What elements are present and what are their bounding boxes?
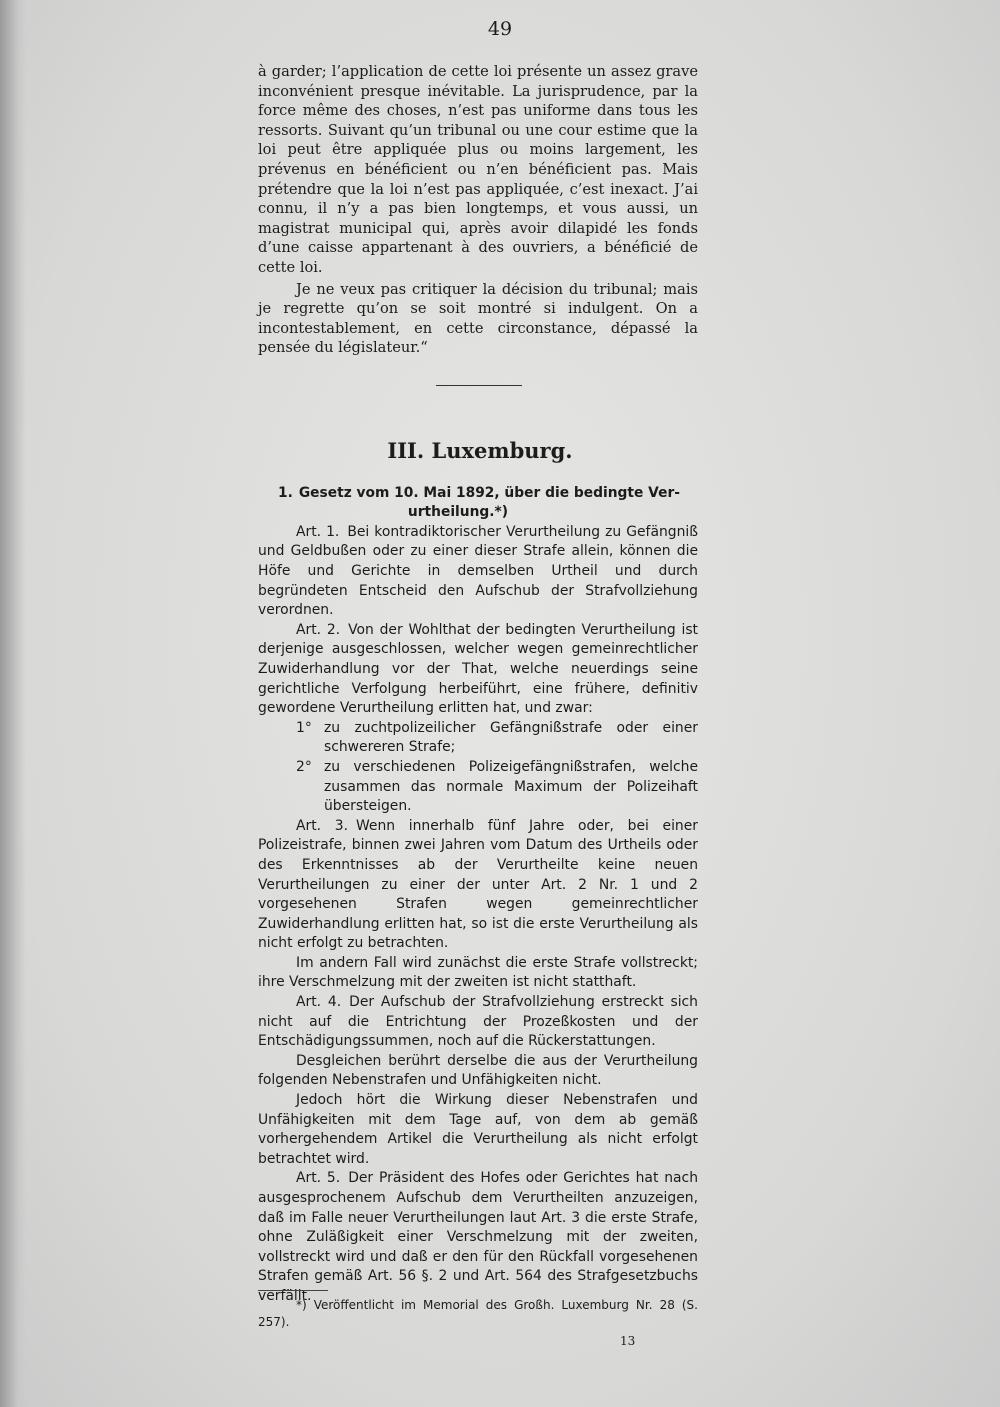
article-paragraph [258, 993, 698, 1052]
article-text: Der Aufschub der Strafvollziehung erstreckt sich nicht auf die Entrichtung der Prozeßkosten und der Entschädigungssummen, noch auf die Rückerstattungen. [258, 994, 698, 1050]
article-text: Wenn innerhalb fünf Jahre oder, bei einer Polizeistrafe, binnen zwei Jahren vom Datum des Urtheils oder des Erkenntnisses ab der Verurtheilte keine neuen Verurtheilungen zu einer der unter Art. 2 Nr. 1 und 2 vorgesehenen Strafen wegen gemeinrechtlicher Zuwiderhandlung erlitten hat, so ist die erste Verurtheilung als nicht erfolgt zu betrachten. [258, 817, 698, 952]
articles-list [258, 523, 698, 1307]
article-text: Bei kontradiktorischer Verurtheilung zu Gefängniß und Geldbußen oder zu einer dieser Strafe allein, können die Höfe und Gerichte in demselben Urtheil und durch begründeten Entscheid den Aufschub der Strafvollziehung verordnen. [258, 523, 698, 619]
footnote-divider [258, 1290, 328, 1291]
article-paragraph [258, 523, 698, 621]
article-paragraph [258, 817, 698, 954]
article-text: Desgleichen berührt derselbe die aus der Verurtheilung folgenden Nebenstrafen und Unfähigkeiten nicht. [258, 1052, 698, 1089]
french-text-block [258, 62, 698, 358]
list-item [258, 758, 698, 817]
page-spine-shadow [0, 0, 26, 1407]
article-label: Art. 2. [296, 621, 341, 638]
article-text: Jedoch hört die Wirkung dieser Nebenstrafen und Unfähigkeiten mit dem Tage auf, von dem ab gemäß vorhergehendem Artikel die Verurtheilung als nicht erfolgt betrachtet wird. [258, 1092, 698, 1167]
article-paragraph [258, 621, 698, 719]
section-divider [436, 385, 522, 386]
article-text: Von der Wohlthat der bedingten Verurtheilung ist derjenige ausgeschlossen, welcher wegen gemeinrechtlicher Zuwiderhandlung vor der That, welche neuerdings seine gerichtliche Verfolgung herbeiführt, eine frühere, definitiv gewordene Verurtheilung erlitten hat, und zwar: [258, 621, 699, 717]
french-paragraph: à garder; l’application de cette loi présente un assez grave inconvénient presque inévitable. La jurisprudence, par la force même des choses, n’est pas uniforme dans tous les ressorts. Suivant qu’un tribunal ou une cour estime que la loi peut être appliquée plus ou moins largement, les prévenus en bénéficient ou n’en bénéficient pas. Mais prétendre que la loi n’est pas appliquée, c’est inexact. J’ai connu, il n’y a pas bien longtemps, et vous aussi, un magistrat municipal qui, après avoir dilapidé les fonds d’une caisse appartenant à des ouvriers, a bénéficié de cette loi. [258, 63, 698, 276]
article-paragraph [258, 1052, 698, 1091]
article-text: Im andern Fall wird zunächst die erste Strafe vollstreckt; ihre Verschmelzung mit der zweiten ist nicht statthaft. [258, 954, 698, 991]
article-paragraph [258, 1091, 698, 1169]
article-text: zu verschiedenen Polizeigefängnißstrafen, welche zusammen das normale Maximum der Polizeihaft übersteigen. [324, 758, 698, 815]
article-text: zu zuchtpolizeilicher Gefängnißstrafe oder einer schwereren Strafe; [324, 719, 698, 756]
article-paragraph [258, 1169, 698, 1306]
list-marker: 2° [296, 758, 312, 775]
article-label: Art. 4. [296, 994, 342, 1011]
law-number: 1. [278, 485, 293, 501]
article-label: Art. 5. [296, 1170, 341, 1187]
printer-signature: 13 [620, 1334, 636, 1348]
list-item [258, 719, 698, 758]
footnote: *) Veröffentlicht im Memorial des Großh. Luxemburg Nr. 28 (S. 257). [258, 1298, 698, 1329]
article-label: Art. 1. [296, 523, 340, 540]
law-text-block [258, 484, 698, 1307]
law-title-continuation: urtheilung.*) [407, 504, 509, 521]
section-title: III. Luxemburg. [387, 438, 573, 463]
page-number: 49 [487, 18, 513, 40]
article-label: Art. 3. [296, 817, 348, 834]
article-text: Der Präsident des Hofes oder Gerichtes hat nach ausgesprochenem Aufschub dem Verurtheilten anzuzeigen, daß im Falle neuer Verurtheilungen laut Art. 3 die erste Strafe, ohne Zuläßigkeit einer Verschmelzung mit der zweiten, vollstreckt wird und daß er den für den Rückfall vorgesehenen Strafen gemäß Art. 56 §. 2 und Art. 564 des Strafgesetzbuchs verfällt. [258, 1170, 698, 1304]
list-marker: 1° [296, 719, 312, 736]
french-paragraph: Je ne veux pas critiquer la décision du tribunal; mais je regrette qu’on se soit montré si indulgent. On a incontestablement, en cette circonstance, dépassé la pensée du législateur.“ [258, 280, 698, 357]
law-title-text: Gesetz vom 10. Mai 1892, über die bedingte Ver- [298, 485, 680, 501]
article-paragraph [258, 954, 698, 993]
law-title [258, 484, 698, 523]
